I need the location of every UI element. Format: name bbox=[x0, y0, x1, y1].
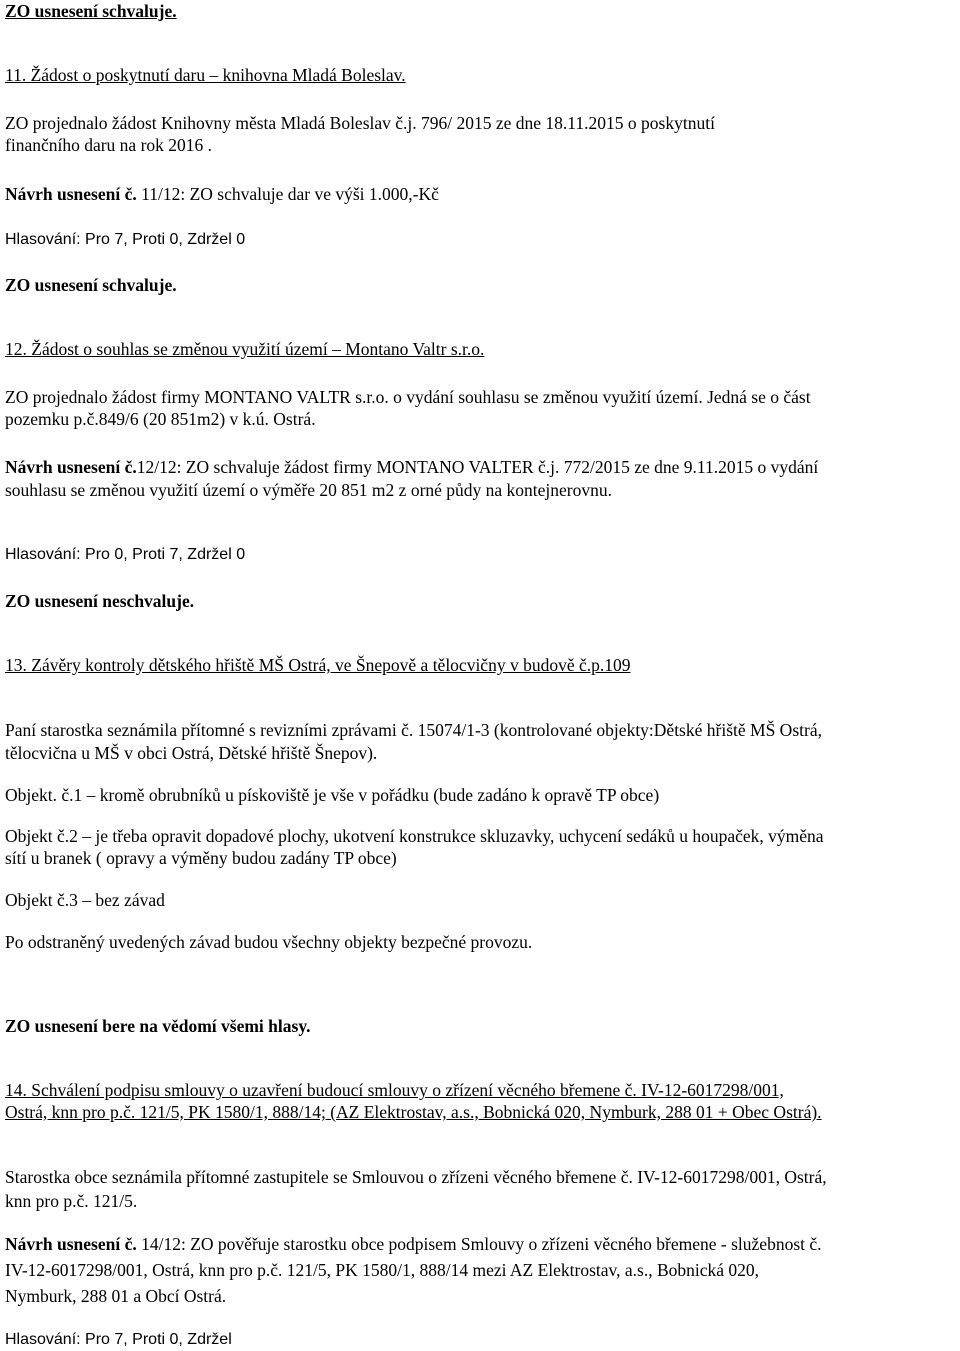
proposal-text: 11/12: ZO schvaluje dar ve výši 1.000,-Kč bbox=[136, 184, 439, 204]
section-11-body-line-2: finančního daru na rok 2016 . bbox=[5, 135, 213, 155]
section-14-heading-line-1: 14. Schválení podpisu smlouvy o uzavření budoucí smlouvy o zřízení věcného břemene č. IV-12-6017298/001, bbox=[5, 1080, 784, 1100]
section-14-proposal-line-3: Nymburk, 288 01 a Obcí Ostrá. bbox=[5, 1286, 227, 1306]
proposal-label: Návrh usnesení č. bbox=[5, 1234, 137, 1254]
section-11-body-line-1: ZO projednalo žádost Knihovny města Mladá Boleslav č.j. 796/ 2015 ze dne 18.11.2015 o poskytnutí bbox=[5, 113, 715, 133]
section-11-proposal bbox=[5, 183, 439, 205]
proposal-label: Návrh usnesení č. bbox=[5, 457, 137, 477]
section-13-heading: 13. Závěry kontroly dětského hřiště MŠ Ostrá, ve Šnepově a tělocvičny v budově č.p.109 bbox=[5, 655, 631, 675]
section-11-vote: Hlasování: Pro 7, Proti 0, Zdržel 0 bbox=[5, 231, 246, 248]
section-12-body-line-1: ZO projednalo žádost firmy MONTANO VALTR s.r.o. o vydání souhlasu se změnou využití území. Jedná se o část bbox=[5, 387, 811, 407]
section-12-heading: 12. Žádost o souhlas se změnou využití území – Montano Valtr s.r.o. bbox=[5, 339, 485, 359]
section-13-body-line-2: tělocvična u MŠ v obci Ostrá, Dětské hřiště Šnepov). bbox=[5, 743, 378, 763]
section-12-result: ZO usnesení neschvaluje. bbox=[5, 591, 195, 611]
section-12-body-line-2: pozemku p.č.849/6 (20 851m2) v k.ú. Ostrá. bbox=[5, 409, 316, 429]
section-13-object-1: Objekt. č.1 – kromě obrubníků u pískoviště je vše v pořádku (bude zadáno k opravě TP obce) bbox=[5, 785, 660, 805]
section-12-proposal bbox=[5, 456, 818, 478]
top-resolution: ZO usnesení schvaluje. bbox=[5, 1, 177, 21]
section-14-heading-line-2: Ostrá, knn pro p.č. 121/5, PK 1580/1, 888/14; (AZ Elektrostav, a.s., Bobnická 020, Nymburk, 288 01 + Obec Ostrá). bbox=[5, 1102, 822, 1122]
section-12-proposal-line-2: souhlasu se změnou využití území o výměře 20 851 m2 z orné půdy na kontejnerovnu. bbox=[5, 480, 613, 500]
section-13-object-2-line-2: sítí u branek ( opravy a výměny budou zadány TP obce) bbox=[5, 848, 397, 868]
proposal-label: Návrh usnesení č. bbox=[5, 184, 137, 204]
section-14-proposal-line-2: IV-12-6017298/001, Ostrá, knn pro p.č. 121/5, PK 1580/1, 888/14 mezi AZ Elektrostav, a.s., Bobnická 020, bbox=[5, 1260, 760, 1280]
section-14-vote: Hlasování: Pro 7, Proti 0, Zdržel bbox=[5, 1331, 232, 1348]
section-13-conclusion: Po odstraněný uvedených závad budou všechny objekty bezpečné provozu. bbox=[5, 932, 533, 952]
section-11-result: ZO usnesení schvaluje. bbox=[5, 275, 177, 295]
section-14-body-line-2: knn pro p.č. 121/5. bbox=[5, 1191, 138, 1211]
section-11-heading: 11. Žádost o poskytnutí daru – knihovna Mladá Boleslav. bbox=[5, 65, 406, 85]
section-13-object-3: Objekt č.3 – bez závad bbox=[5, 890, 165, 910]
section-12-vote: Hlasování: Pro 0, Proti 7, Zdržel 0 bbox=[5, 546, 246, 563]
proposal-text: 14/12: ZO pověřuje starostku obce podpisem Smlouvy o zřízeni věcného břemene - služebnost č. bbox=[136, 1234, 822, 1254]
proposal-text: 12/12: ZO schvaluje žádost firmy MONTANO VALTER č.j. 772/2015 ze dne 9.11.2015 o vydání bbox=[136, 457, 819, 477]
section-13-object-2-line-1: Objekt č.2 – je třeba opravit dopadové plochy, ukotvení konstrukce skluzavky, uchycení sedáků u houpaček, výměna bbox=[5, 826, 824, 846]
section-14-body-line-1: Starostka obce seznámila přítomné zastupitele se Smlouvou o zřízeni věcného břemene č. IV-12-6017298/001, Ostrá, bbox=[5, 1167, 827, 1187]
section-13-body-line-1: Paní starostka seznámila přítomné s revizními zprávami č. 15074/1-3 (kontrolované objekty:Dětské hřiště MŠ Ostrá, bbox=[5, 720, 822, 740]
section-13-result: ZO usnesení bere na vědomí všemi hlasy. bbox=[5, 1016, 311, 1036]
section-14-proposal bbox=[5, 1233, 822, 1255]
